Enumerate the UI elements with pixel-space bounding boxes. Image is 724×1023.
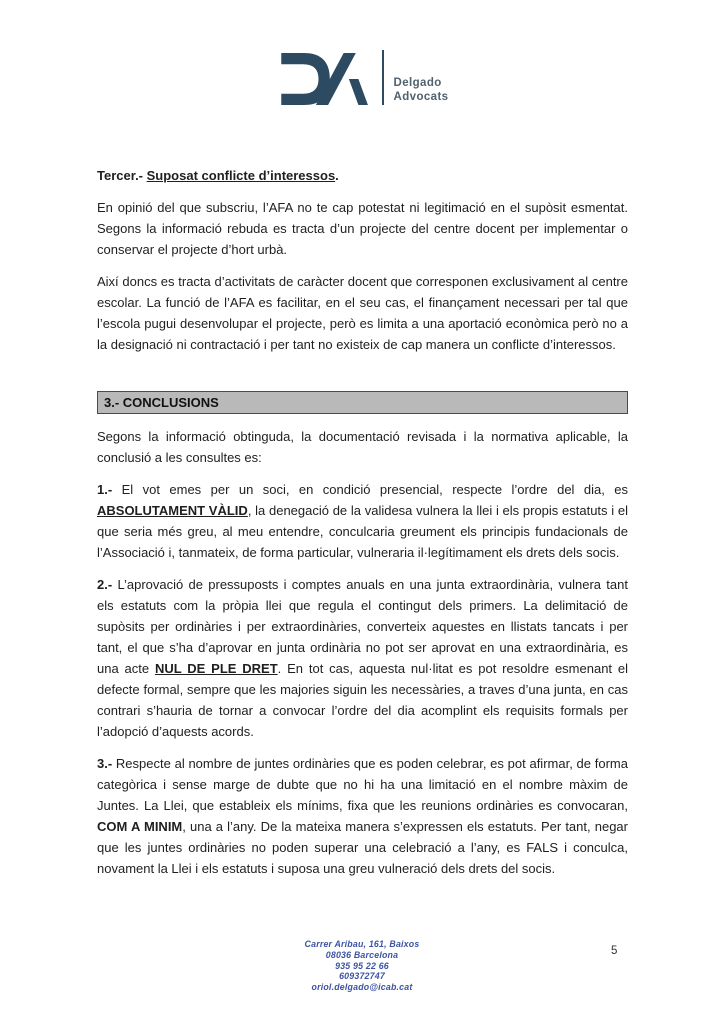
logo-name-line2: Advocats xyxy=(393,90,449,103)
footer-phone: 935 95 22 66 xyxy=(335,960,389,971)
text-run: En opinió del que subscriu, l’AFA no te cap potestat ni legitimació en el supòsit esmentat. Segons la informació rebuda es tracta d’un projecte del centre docent per implementar o conservar el projecte d’hort urbà. xyxy=(97,200,628,257)
footer-city-line: 08036 Barcelona xyxy=(325,949,399,960)
text-run: ABSOLUTAMENT VÀLID xyxy=(97,503,248,518)
paragraph-opinion xyxy=(97,197,628,260)
footer-address-line: Carrer Aribau, 161, Baixos xyxy=(304,939,420,949)
logo xyxy=(0,50,724,105)
text-run: Tercer.- xyxy=(97,168,147,183)
document-body xyxy=(97,165,628,890)
conclusion-item-3 xyxy=(97,753,628,879)
conclusion-item-2 xyxy=(97,574,628,742)
logo-mark-icon xyxy=(276,53,368,105)
text-run: 3.- xyxy=(97,756,113,771)
paragraph-activities xyxy=(97,271,628,355)
text-run: L’aprovació de pressuposts i comptes anuals en una junta extraordinària, vulnera tant els estatuts com la pròpia llei que regula el contingut dels primers. La delimitació de supòsits per ordinàries i per extraordinàries, converteix aquestes en llistats tancats i per tant, el que s’ha d’aprovar en junta ordinària no pot ser aprovat en una extraordinària, es una acte xyxy=(97,577,628,676)
text-run: NUL DE PLE DRET xyxy=(154,661,278,676)
text-run: COM A MINIM xyxy=(97,819,183,834)
text-run: . xyxy=(335,168,339,183)
footer-email: oriol.delgado@icab.cat xyxy=(311,982,413,993)
text-run: , la denegació de la validesa vulnera la llei i els propis estatuts i el que seria més greu, al meu entendre, conculcaria greument els principis fundacionals de l’Associació i, tanmateix, de forma particular, vulneraria il·legítimament els drets dels socis. xyxy=(97,503,628,560)
text-run: Suposat conflicte d’interessos xyxy=(146,168,336,183)
text-run: Respecte al nombre de juntes ordinàries que es poden celebrar, es pot afirmar, de forma categòrica i sense marge de dubte que no hi ha una limitació en el nombre màxim de Juntes. La Llei, que estableix els mínims, fixa que les reunions ordinàries es convocaran, xyxy=(97,756,628,813)
text-run: . En tot cas, aquesta nul·litat es pot resoldre esmenant el defecte formal, sempre que les majories siguin les necessàries, a traves d’una junta, en cas contrari s’hauria de tornar a convocar l’ordre del dia acomplint els requisits formals per l’adopció d’aquests acords. xyxy=(97,661,628,739)
text-run: 3.- CONCLUSIONS xyxy=(104,395,219,410)
logo-name-line1: Delgado xyxy=(393,77,442,89)
text-run: 2.- xyxy=(97,577,113,592)
section-heading-tercer xyxy=(97,165,628,186)
footer-mobile: 609372747 xyxy=(339,971,385,982)
conclusions-heading-box xyxy=(97,391,628,414)
logo-mark-shapes xyxy=(281,53,368,105)
conclusion-item-1 xyxy=(97,479,628,563)
text-run: , una a l’any. De la mateixa manera s’expressen els estatuts. Per tant, negar que les juntes ordinàries no poden superar una celebració a l’any, es FALS i conculca, novament la Llei i els estatuts i suposa una greu vulneració dels drets del socis. xyxy=(97,819,628,876)
text-run: El vot emes per un soci, en condició presencial, respecte l’ordre del dia, es xyxy=(112,482,628,497)
text-run: 1.- xyxy=(97,482,113,497)
text-run: Segons la informació obtinguda, la documentació revisada i la normativa aplicable, la conclusió a les consultes es: xyxy=(97,429,628,465)
logo-divider xyxy=(382,50,384,105)
paragraph-conclusions-intro xyxy=(97,426,628,468)
text-run: Així doncs es tracta d’activitats de caràcter docent que corresponen exclusivament al centre escolar. La funció de l’AFA es facilitar, en el seu cas, el finançament necessari per tal que l’escola pugui desenvolupar el projecte, però es limita a una aportació econòmica però no a la designació ni contractació i per tant no existeix de cap manera un conflicte d’interessos. xyxy=(97,274,628,352)
logo-wordmark xyxy=(394,77,449,105)
page-number: 5 xyxy=(611,945,618,957)
